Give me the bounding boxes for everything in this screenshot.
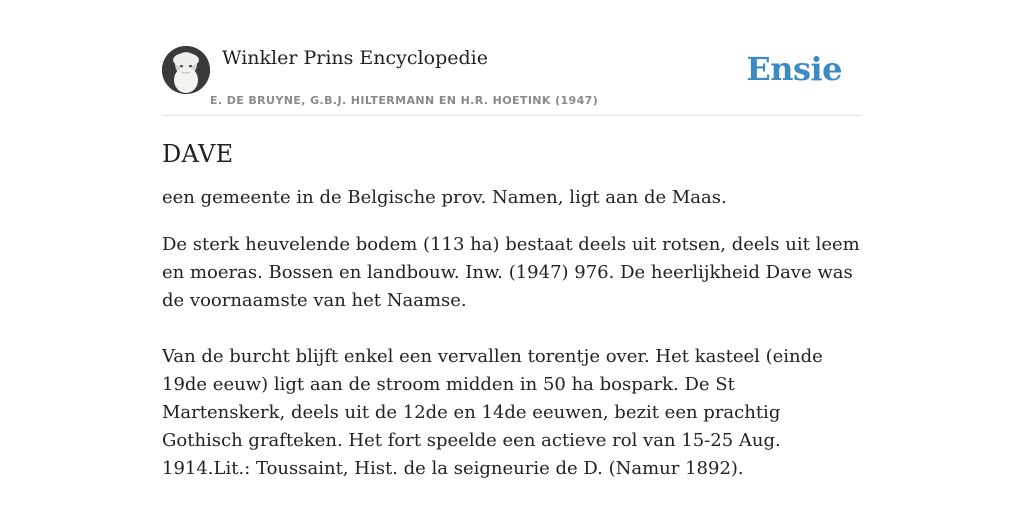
paragraph-history: Van de burcht blijft enkel een vervallen torentje over. Het kasteel (einde 19de eeuw) ligt aan de stroom midden in 50 ha bospark. De St Martenskerk, deels uit de 12de en 14de eeuwen, bezit een prachtig Gothisch grafteken. Het fort speelde een actieve rol van 15-25 Aug. 1914.Lit.: Toussaint, Hist. de la seigneurie de D. (Namur 1892). bbox=[162, 346, 823, 479]
authors-line: E. DE BRUYNE, G.B.J. HILTERMANN EN H.R. HOETINK (1947) bbox=[210, 94, 599, 107]
site-header bbox=[162, 44, 862, 116]
paragraph-geography: De sterk heuvelende bodem (113 ha) bestaat deels uit rotsen, deels uit leem en moeras. Bossen en landbouw. Inw. (1947) 976. De heerlijkheid Dave was de voornaamste van het Naamse. bbox=[162, 234, 860, 311]
ensie-logo[interactable]: Ensie bbox=[746, 50, 842, 88]
header-divider bbox=[162, 115, 862, 116]
author-portrait-icon bbox=[162, 46, 210, 94]
entry-title: DAVE bbox=[162, 140, 234, 168]
paragraph-definition: een gemeente in de Belgische prov. Namen, ligt aan de Maas. bbox=[162, 187, 727, 208]
site-title[interactable]: Winkler Prins Encyclopedie bbox=[222, 47, 488, 69]
article bbox=[162, 140, 862, 483]
